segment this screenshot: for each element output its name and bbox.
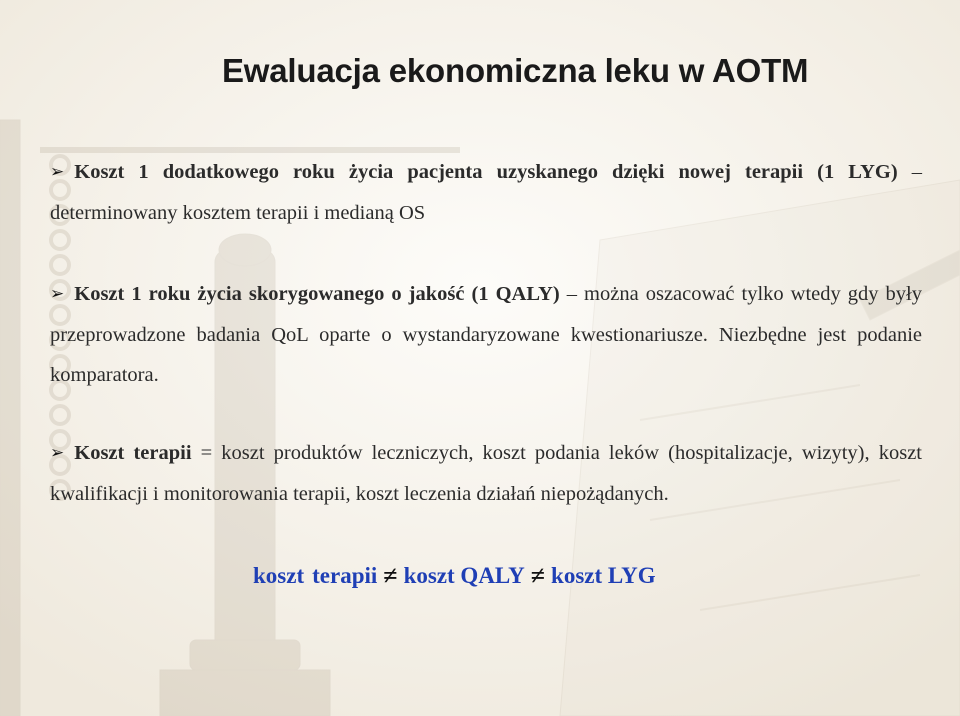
bullet-2: [50, 274, 922, 395]
bullet-3-text: = koszt produktów leczniczych, koszt podania leków (hospitalizacje, wizyty), koszt kwalifikacji i monitorowania terapii, koszt leczenia działań niepożądanych.: [50, 442, 922, 505]
equation-koszt-lyg: koszt LYG: [551, 563, 656, 588]
arrow-bullet-icon: ➢: [50, 443, 65, 462]
page-title: Ewaluacja ekonomiczna leku w AOTM: [222, 52, 809, 89]
bullet-1-text: – determinowany kosztem terapii i medianą OS: [50, 161, 923, 224]
bullet-1: [50, 152, 922, 233]
arrow-bullet-icon: ➢: [50, 162, 65, 181]
cost-equation: [253, 560, 656, 590]
equation-terapii: terapii: [312, 563, 378, 588]
not-equal-icon: ≠: [530, 561, 546, 590]
bullet-2-bold: Koszt 1 roku życia skorygowanego o jakość (1 QALY): [74, 283, 560, 305]
not-equal-icon: ≠: [383, 561, 398, 590]
bullet-1-bold: Koszt 1 dodatkowego roku życia pacjenta uzyskanego dzięki nowej terapii (1 LYG): [74, 161, 898, 183]
bullet-3-bold: Koszt terapii: [74, 442, 192, 464]
bullet-3: [50, 433, 922, 514]
equation-koszt-qaly: koszt QALY: [403, 563, 525, 588]
equation-koszt: koszt: [253, 563, 305, 588]
arrow-bullet-icon: ➢: [50, 284, 65, 303]
bullet-2-text: – można oszacować tylko wtedy gdy były przeprowadzone badania QoL oparte o wystandaryzowane kwestionariusze. Niezbędne jest podanie komparatora.: [50, 283, 923, 386]
